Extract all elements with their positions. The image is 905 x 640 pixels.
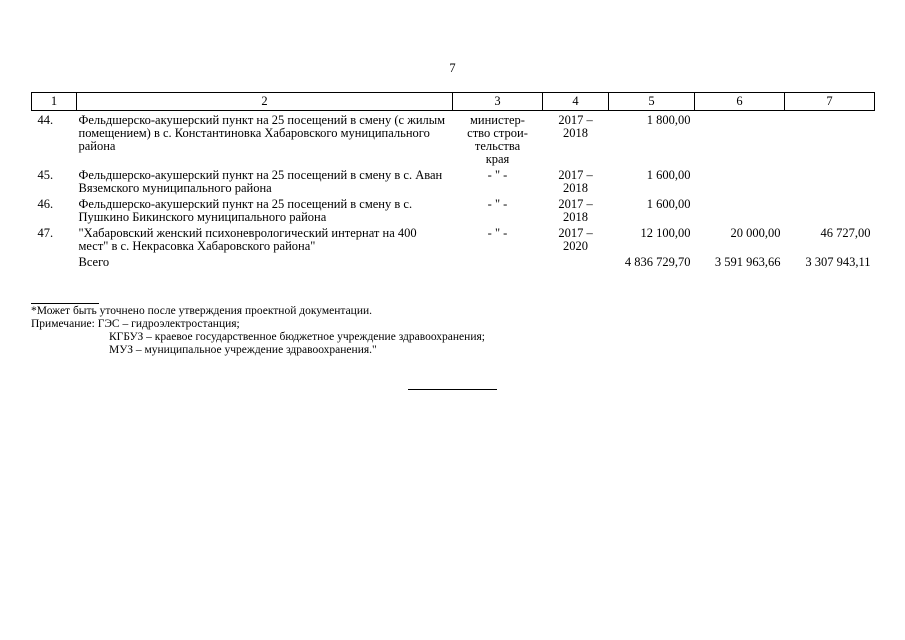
value-col7	[785, 166, 875, 195]
row-number: 47.	[37, 226, 54, 240]
footnote-divider	[31, 303, 99, 304]
executor: - " -	[487, 168, 508, 182]
value-col7	[785, 195, 875, 224]
remark-muz: МУЗ – муниципальное учреждение здравоохранения."	[109, 344, 377, 356]
header-cell-5: 5	[609, 93, 695, 111]
remark-ges: ГЭС – гидроэлектростанция;	[97, 318, 240, 330]
total-label: Всего	[78, 255, 110, 269]
value-col6	[695, 111, 785, 167]
object-name: Фельдшерско-акушерский пункт на 25 посещений в смену (с жилым помещением) в с. Константиновка Хабаровского муниципального района	[78, 113, 446, 153]
total-col5: 4 836 729,70	[624, 255, 691, 269]
table-row	[32, 166, 875, 195]
remark-label: Примечание:	[31, 318, 95, 330]
end-divider	[408, 389, 497, 390]
header-cell-7: 7	[785, 93, 875, 111]
notes-block	[31, 305, 485, 357]
header-row	[32, 93, 875, 111]
footnote: *Может быть уточнено после утверждения проектной документации.	[31, 305, 373, 317]
program-table	[31, 92, 875, 269]
period	[543, 195, 609, 224]
value-col5: 1 800,00	[646, 113, 691, 127]
total-col7: 3 307 943,11	[805, 255, 871, 269]
row-number: 46.	[37, 197, 54, 211]
period-text: 2017 – 2018	[558, 197, 593, 224]
value-col5: 1 600,00	[646, 168, 691, 182]
executor: - " -	[487, 197, 508, 211]
header-cell-3: 3	[453, 93, 543, 111]
remark-kgbuz: КГБУЗ – краевое государственное бюджетное учреждение здравоохранения;	[109, 331, 485, 343]
value-col5: 12 100,00	[640, 226, 691, 240]
total-col6: 3 591 963,66	[714, 255, 781, 269]
object-name: Фельдшерско-акушерский пункт на 25 посещений в смену в с. Пушкино Бикинского муниципального района	[78, 197, 413, 224]
page-number: 7	[449, 61, 456, 75]
header-cell-1: 1	[32, 93, 77, 111]
value-col6: 20 000,00	[730, 226, 781, 240]
table-row	[32, 111, 875, 167]
period	[543, 111, 609, 167]
remark-line-1	[31, 318, 485, 331]
period-text: 2017 – 2018	[558, 168, 593, 195]
header-cell-2: 2	[77, 93, 453, 111]
period-text: 2017 – 2020	[558, 226, 593, 253]
period-text: 2017 – 2018	[558, 113, 593, 140]
value-col6	[695, 195, 785, 224]
object-name: "Хабаровский женский психоневрологический интернат на 400 мест" в с. Некрасовка Хабаровского района"	[78, 226, 417, 253]
period	[543, 166, 609, 195]
table-row	[32, 195, 875, 224]
row-number: 44.	[37, 113, 54, 127]
executor: - " -	[487, 226, 508, 240]
table-row	[32, 224, 875, 253]
value-col5: 1 600,00	[646, 197, 691, 211]
header-cell-4: 4	[543, 93, 609, 111]
header-cell-6: 6	[695, 93, 785, 111]
period	[543, 224, 609, 253]
executor	[453, 111, 543, 167]
value-col7: 46 727,00	[820, 226, 871, 240]
row-number: 45.	[37, 168, 54, 182]
total-row	[32, 253, 875, 269]
executor-text: министер-ство строи-тельства края	[467, 113, 528, 166]
object-name: Фельдшерско-акушерский пункт на 25 посещений в смену в с. Аван Вяземского муниципального района	[78, 168, 443, 195]
value-col6	[695, 166, 785, 195]
value-col7	[785, 111, 875, 167]
